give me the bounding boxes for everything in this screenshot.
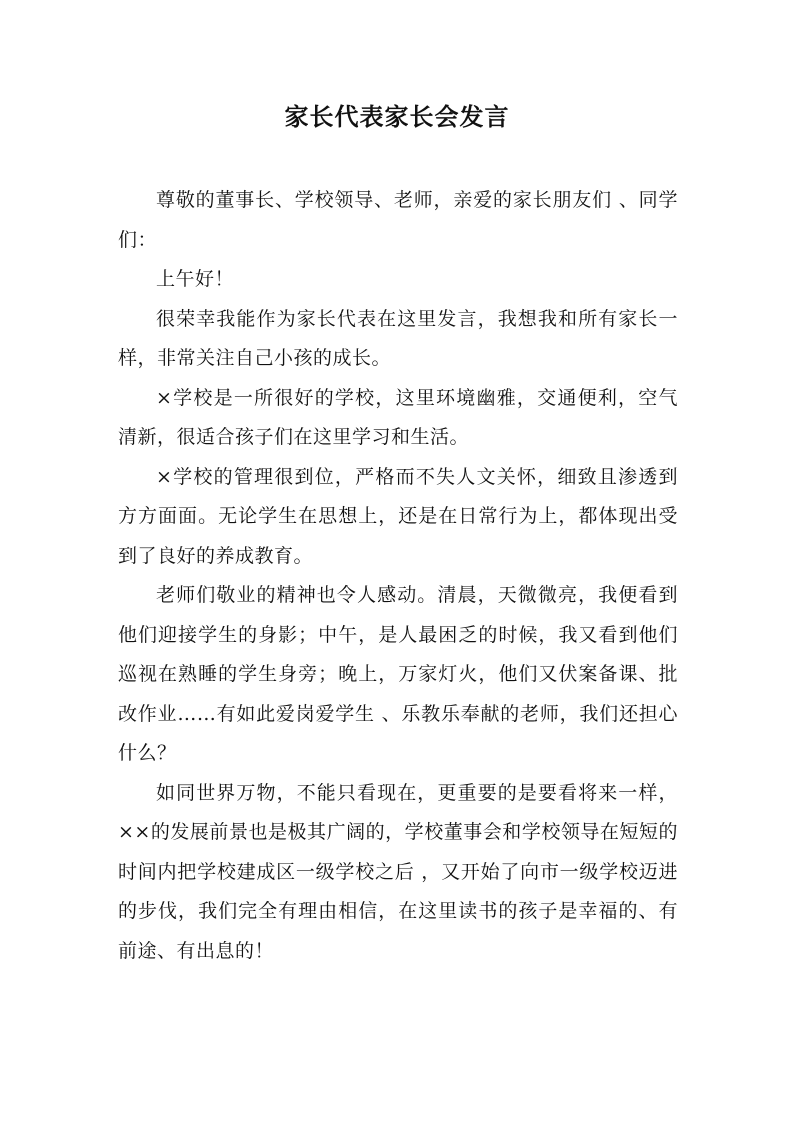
paragraph-future: 如同世界万物，不能只看现在，更重要的是要看将来一样，××的发展前景也是极其广阔的，学校董事会和学校领导在短短的时间内把学校建成区一级学校之后 ，又开始了向市一级学校迈进的步伐，我们完全有理由相信，在这里读书的孩子是幸福的、有前途、有出息的！ [118, 781, 678, 962]
document-body [118, 181, 678, 971]
document-title: 家长代表家长会发言 [284, 103, 510, 131]
paragraph-teachers: 老师们敬业的精神也令人感动。清晨，天微微亮，我便看到他们迎接学生的身影；中午，是人最困乏的时候，我又看到他们巡视在熟睡的学生身旁；晚上，万家灯火，他们又伏案备课、批改作业……有如此爱岗爱学生 、乐教乐奉献的老师，我们还担心什么？ [118, 584, 678, 764]
paragraph-good-morning: 上午好！ [156, 268, 235, 290]
paragraph-school-management: ×学校的管理很到位，严格而不失人文关怀，细致且渗透到方方面面。无论学生在思想上，还是在日常行为上，都体现出受到了良好的养成教育。 [118, 465, 678, 567]
paragraph-greeting: 尊敬的董事长、学校领导、老师，亲爱的家长朋友们 、同学们： [118, 189, 678, 251]
paragraph-introduction: 很荣幸我能作为家长代表在这里发言，我想我和所有家长一样，非常关注自己小孩的成长。 [118, 307, 678, 369]
paragraph-school-environment: ×学校是一所很好的学校，这里环境幽雅，交通便利，空气清新，很适合孩子们在这里学习和生活。 [118, 386, 678, 448]
